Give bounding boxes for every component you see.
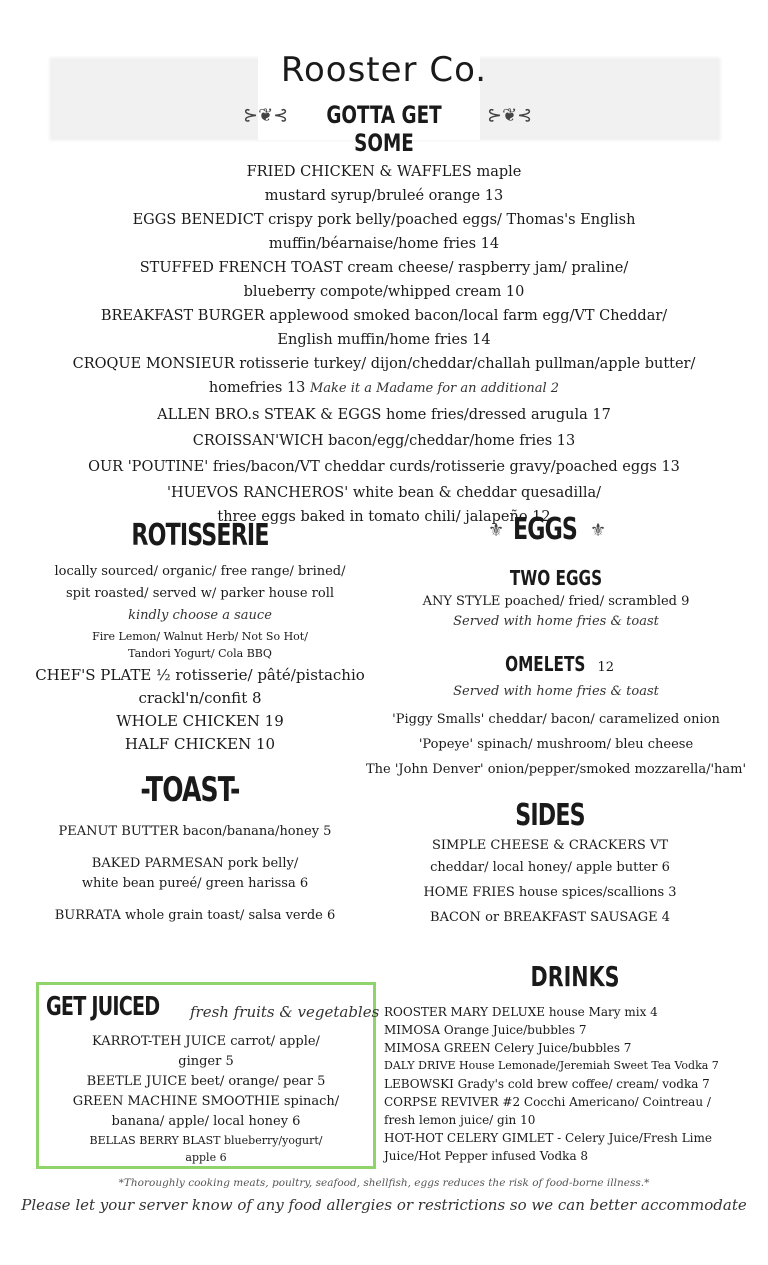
chefs-plate: crackl'n/confit 8: [138, 689, 262, 707]
menu-line: OUR 'POUTINE' fries/bacon/VT cheddar curds/rotisserie gravy/poached eggs 13: [88, 459, 680, 475]
omelets-heading: OMELETS: [505, 652, 586, 676]
eggs-heading: EGGS: [512, 512, 578, 547]
allergy-notice: Please let your server know of any food allergies or restrictions so we can better accommodate: [21, 1196, 747, 1214]
toast-section: [10, 822, 380, 926]
omelet-item: 'Piggy Smalls' cheddar/ bacon/ caramelized onion: [392, 712, 720, 727]
omelet-item: 'Popeye' spinach/ mushroom/ bleu cheese: [418, 737, 694, 752]
ornament-right-icon: ⚜: [590, 520, 607, 541]
eggs-section: [360, 566, 752, 780]
drink-line: MIMOSA GREEN Celery Juice/bubbles 7: [384, 1041, 632, 1055]
chefs-plate: CHEF'S PLATE ½ rotisserie/ pâté/pistachio: [35, 666, 365, 684]
toast-item: BAKED PARMESAN pork belly/: [91, 856, 299, 871]
restaurant-title: Rooster Co.: [280, 50, 488, 90]
juice-line: BELLAS BERRY BLAST blueberry/yogurt/: [89, 1134, 323, 1147]
menu-line: FRIED CHICKEN & WAFFLES maple: [246, 164, 522, 180]
side-item: SIMPLE CHEESE & CRACKERS VT: [431, 838, 668, 853]
menu-subtitle: GOTTA GET SOME: [326, 101, 442, 157]
toast-heading: -TOAST-: [140, 770, 240, 810]
drinks-list: [384, 1003, 764, 1165]
sides-section: [380, 836, 720, 928]
menu-line: CROISSAN'WICH bacon/egg/cheddar/home fries 13: [192, 433, 576, 449]
rotisserie-heading: ROTISSERIE: [131, 518, 269, 553]
juice-line: GREEN MACHINE SMOOTHIE spinach/: [72, 1094, 340, 1109]
two-eggs-heading: TWO EGGS: [509, 566, 603, 590]
main-menu: [20, 160, 748, 529]
food-safety-disclaimer: *Thoroughly cooking meats, poultry, seafood, shellfish, eggs reduces the risk of food-borne illness.*: [118, 1177, 650, 1189]
menu-line: homefries 13: [208, 380, 306, 396]
toast-item: white bean pureé/ green harissa 6: [81, 876, 309, 891]
juice-line: ginger 5: [178, 1054, 234, 1069]
omelets-price: 12: [597, 660, 615, 675]
menu-line: ALLEN BRO.s STEAK & EGGS home fries/dressed arugula 17: [157, 407, 611, 423]
sauce-prompt: kindly choose a sauce: [128, 608, 272, 623]
menu-line: STUFFED FRENCH TOAST cream cheese/ raspberry jam/ praline/: [139, 260, 629, 276]
ornament-left-icon: ⊱❦⊰: [243, 105, 289, 126]
toast-item: PEANUT BUTTER bacon/banana/honey 5: [58, 824, 332, 839]
ornament-left-icon: ⚜: [488, 520, 505, 541]
drink-line: HOT-HOT CELERY GIMLET - Celery Juice/Fresh Lime: [384, 1131, 712, 1145]
juice-line: KARROT-TEH JUICE carrot/ apple/: [92, 1034, 320, 1049]
drink-line: fresh lemon juice/ gin 10: [384, 1113, 536, 1127]
menu-line-croque: [20, 376, 748, 401]
omelet-item: The 'John Denver' onion/pepper/smoked mozzarella/'ham': [365, 762, 747, 777]
menu-line: BREAKFAST BURGER applewood smoked bacon/local farm egg/VT Cheddar/: [100, 308, 668, 324]
menu-line: mustard syrup/bruleé orange 13: [264, 188, 504, 204]
half-chicken: HALF CHICKEN 10: [124, 735, 276, 753]
served-with-note: Served with home fries & toast: [453, 614, 659, 629]
side-item: HOME FRIES house spices/scallions 3: [423, 885, 677, 900]
menu-line: 'HUEVOS RANCHEROS' white bean & cheddar quesadilla/: [167, 485, 601, 501]
juice-line: banana/ apple/ local honey 6: [111, 1114, 301, 1129]
drink-line: Juice/Hot Pepper infused Vodka 8: [384, 1149, 589, 1163]
sides-heading: SIDES: [515, 798, 585, 833]
any-style: ANY STYLE poached/ fried/ scrambled 9: [422, 594, 690, 609]
drink-line: ROOSTER MARY DELUXE house Mary mix 4: [384, 1005, 658, 1019]
rotisserie-line: spit roasted/ served w/ parker house roll: [65, 586, 335, 601]
menu-line: CROQUE MONSIEUR rotisserie turkey/ dijon/cheddar/challah pullman/apple butter/: [72, 356, 696, 372]
sauce-options: Tandori Yogurt/ Cola BBQ: [128, 647, 272, 660]
omelets-heading-row: [360, 652, 752, 678]
menu-line: EGGS BENEDICT crispy pork belly/poached eggs/ Thomas's English: [132, 212, 636, 228]
sauce-options: Fire Lemon/ Walnut Herb/ Not So Hot/: [92, 630, 308, 643]
menu-line: muffin/béarnaise/home fries 14: [268, 236, 500, 252]
rotisserie-line: locally sourced/ organic/ free range/ brined/: [54, 564, 346, 579]
drink-line: LEBOWSKI Grady's cold brew coffee/ cream/ vodka 7: [384, 1077, 710, 1091]
toast-item: BURRATA whole grain toast/ salsa verde 6: [54, 908, 336, 923]
menu-line: English muffin/home fries 14: [277, 332, 491, 348]
side-item: cheddar/ local honey/ apple butter 6: [430, 860, 670, 875]
side-item: BACON or BREAKFAST SAUSAGE 4: [430, 910, 670, 925]
drink-line: CORPSE REVIVER #2 Cocchi Americano/ Cointreau /: [384, 1095, 711, 1109]
ornament-right-icon: ⊱❦⊰: [487, 105, 533, 126]
drinks-heading: DRINKS: [530, 960, 620, 993]
rotisserie-section: [10, 562, 390, 756]
drink-line: MIMOSA Orange Juice/bubbles 7: [384, 1023, 587, 1037]
juice-line: BEETLE JUICE beet/ orange/ pear 5: [86, 1074, 326, 1089]
juiced-heading: GET JUICED: [46, 992, 160, 1022]
menu-line: blueberry compote/whipped cream 10: [243, 284, 525, 300]
juiced-list: [40, 1032, 372, 1166]
drink-line: DALY DRIVE House Lemonade/Jeremiah Sweet Tea Vodka 7: [384, 1059, 719, 1072]
juice-line: apple 6: [185, 1151, 227, 1164]
whole-chicken: WHOLE CHICKEN 19: [116, 712, 284, 730]
served-with-note: Served with home fries & toast: [453, 684, 659, 699]
juiced-tagline: fresh fruits & vegetables: [190, 1003, 380, 1021]
madame-note: Make it a Madame for an additional 2: [309, 381, 560, 396]
menu-line: three eggs baked in tomato chili/ jalapeño 12: [217, 509, 551, 525]
